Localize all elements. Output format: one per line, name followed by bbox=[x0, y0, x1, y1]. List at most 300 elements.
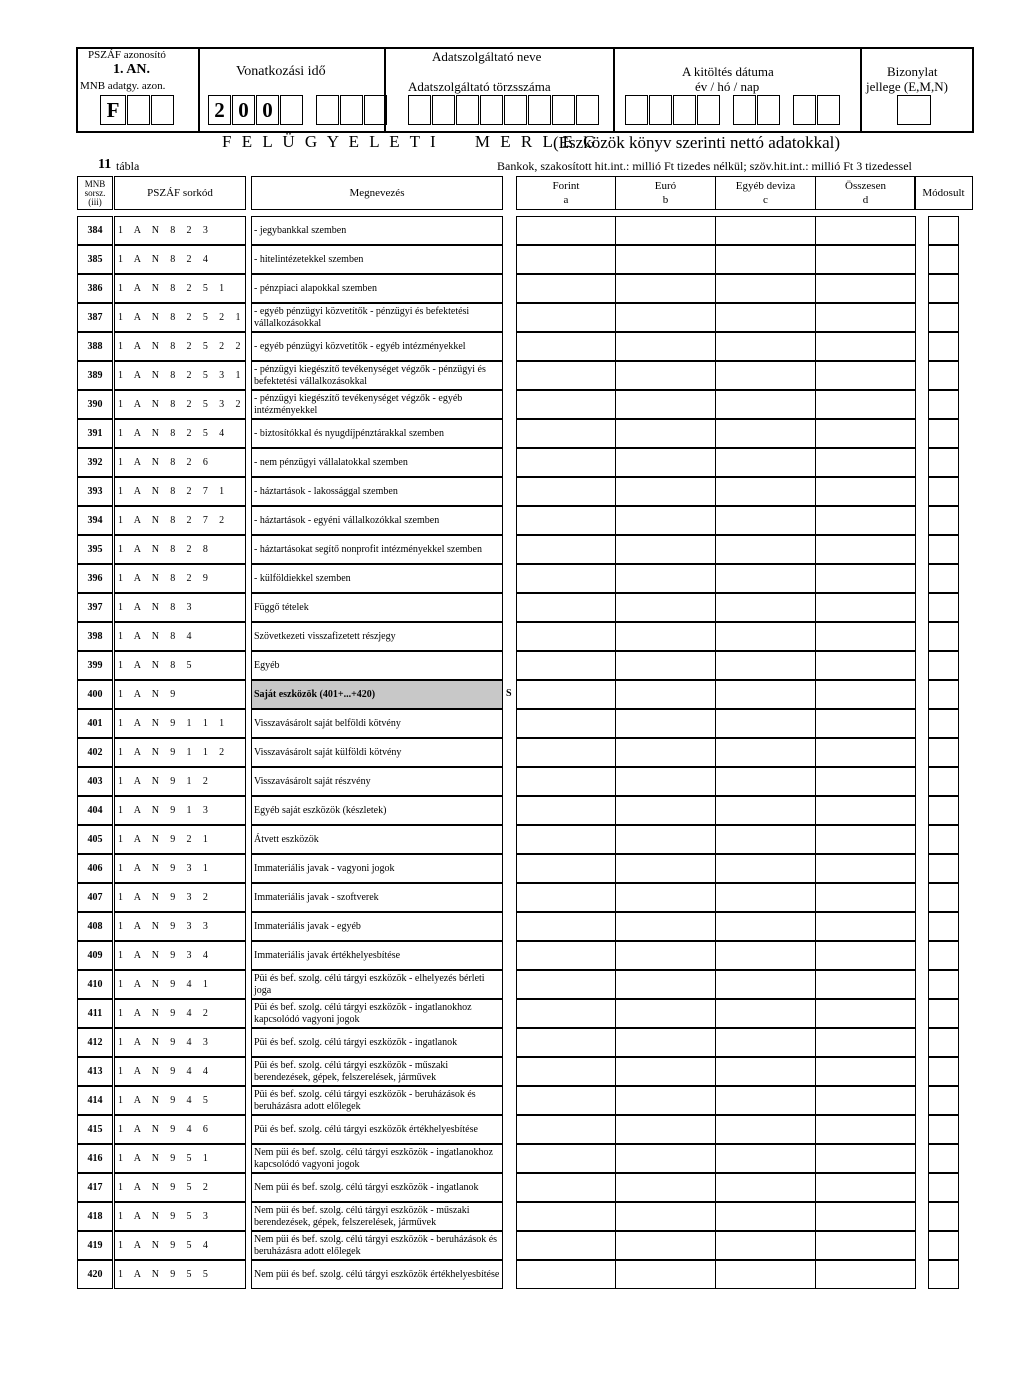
row-euro-input[interactable] bbox=[615, 1144, 716, 1173]
provider-id-cell[interactable] bbox=[528, 95, 551, 125]
row-mnb-number: 417 bbox=[77, 1173, 113, 1202]
row-forint-input[interactable] bbox=[516, 1144, 616, 1173]
form-subtitle: (Eszközök könyv szerinti nettó adatokkal) bbox=[553, 133, 841, 152]
row-description: Függő tételek bbox=[251, 593, 503, 622]
row-forint-input[interactable] bbox=[516, 883, 616, 912]
table-word: tábla bbox=[116, 159, 140, 173]
row-total-input[interactable] bbox=[815, 1115, 916, 1144]
row-other-input[interactable] bbox=[715, 970, 816, 999]
row-other-input[interactable] bbox=[715, 709, 816, 738]
row-euro-input[interactable] bbox=[615, 680, 716, 709]
row-mnb-number: 394 bbox=[77, 506, 113, 535]
row-forint-input[interactable] bbox=[516, 941, 616, 970]
row-forint-input[interactable] bbox=[516, 1057, 616, 1086]
row-modified-input[interactable] bbox=[928, 767, 959, 796]
row-total-input[interactable] bbox=[815, 883, 916, 912]
row-total-input[interactable] bbox=[815, 941, 916, 970]
row-euro-input[interactable] bbox=[615, 970, 716, 999]
row-total-input[interactable] bbox=[815, 912, 916, 941]
date-cells[interactable] bbox=[625, 95, 841, 125]
row-total-input[interactable] bbox=[815, 680, 916, 709]
date-sublabel: év / hó / nap bbox=[695, 79, 760, 94]
row-modified-input[interactable] bbox=[928, 1173, 959, 1202]
row-other-input[interactable] bbox=[715, 593, 816, 622]
row-forint-input[interactable] bbox=[516, 390, 616, 419]
row-euro-input[interactable] bbox=[615, 1202, 716, 1231]
row-modified-input[interactable] bbox=[928, 825, 959, 854]
row-modified-input[interactable] bbox=[928, 448, 959, 477]
row-euro-input[interactable] bbox=[615, 1115, 716, 1144]
date-cell[interactable] bbox=[649, 95, 672, 125]
row-other-input[interactable] bbox=[715, 825, 816, 854]
row-total-input[interactable] bbox=[815, 651, 916, 680]
row-total-input[interactable] bbox=[815, 1173, 916, 1202]
row-description: Egyéb saját eszközök (készletek) bbox=[251, 796, 503, 825]
row-euro-input[interactable] bbox=[615, 535, 716, 564]
row-other-input[interactable] bbox=[715, 883, 816, 912]
row-modified-input[interactable] bbox=[928, 506, 959, 535]
row-forint-input[interactable] bbox=[516, 680, 616, 709]
row-euro-input[interactable] bbox=[615, 941, 716, 970]
row-total-input[interactable] bbox=[815, 564, 916, 593]
row-total-input[interactable] bbox=[815, 477, 916, 506]
date-box bbox=[615, 47, 862, 133]
row-other-input[interactable] bbox=[715, 738, 816, 767]
row-euro-input[interactable] bbox=[615, 245, 716, 274]
row-description: - külföldiekkel szemben bbox=[251, 564, 503, 593]
row-forint-input[interactable] bbox=[516, 912, 616, 941]
row-other-input[interactable] bbox=[715, 1057, 816, 1086]
row-mnb-number: 405 bbox=[77, 825, 113, 854]
row-modified-input[interactable] bbox=[928, 709, 959, 738]
row-mnb-number: 386 bbox=[77, 274, 113, 303]
row-total-input[interactable] bbox=[815, 390, 916, 419]
row-modified-input[interactable] bbox=[928, 1057, 959, 1086]
row-forint-input[interactable] bbox=[516, 622, 616, 651]
row-other-input[interactable] bbox=[715, 1260, 816, 1289]
row-forint-input[interactable] bbox=[516, 709, 616, 738]
row-description: - pénzügyi kiegészítő tevékenységet végzők - egyéb intézményekkel bbox=[251, 390, 503, 419]
row-euro-input[interactable] bbox=[615, 912, 716, 941]
row-modified-input[interactable] bbox=[928, 1028, 959, 1057]
row-forint-input[interactable] bbox=[516, 274, 616, 303]
row-modified-input[interactable] bbox=[928, 1202, 959, 1231]
row-sum-flag: S bbox=[506, 688, 512, 699]
row-forint-input[interactable] bbox=[516, 1173, 616, 1202]
row-modified-input[interactable] bbox=[928, 854, 959, 883]
row-forint-input[interactable] bbox=[516, 332, 616, 361]
row-description: - háztartásokat segítő nonprofit intézményekkel szemben bbox=[251, 535, 503, 564]
row-forint-input[interactable] bbox=[516, 1231, 616, 1260]
row-description: - biztosítókkal és nyugdíjpénztárakkal szemben bbox=[251, 419, 503, 448]
period-cell[interactable]: 2 bbox=[208, 95, 231, 125]
row-modified-input[interactable] bbox=[928, 1115, 959, 1144]
row-forint-input[interactable] bbox=[516, 303, 616, 332]
table-row bbox=[0, 535, 1019, 564]
row-description: Püi és bef. szolg. célú tárgyi eszközök - beruházások és beruházásra adott előlegek bbox=[251, 1086, 503, 1115]
row-other-input[interactable] bbox=[715, 1028, 816, 1057]
row-forint-input[interactable] bbox=[516, 1115, 616, 1144]
table-row bbox=[0, 680, 1019, 709]
row-modified-input[interactable] bbox=[928, 419, 959, 448]
row-euro-input[interactable] bbox=[615, 1057, 716, 1086]
col-forint-header bbox=[516, 176, 616, 210]
row-pszaf-code: 1 A N 9 3 3 bbox=[114, 912, 246, 941]
row-pszaf-code: 1 A N 9 2 1 bbox=[114, 825, 246, 854]
row-total-input[interactable] bbox=[815, 1144, 916, 1173]
row-mnb-number: 395 bbox=[77, 535, 113, 564]
table-row bbox=[0, 564, 1019, 593]
date-label: A kitöltés dátuma bbox=[682, 64, 774, 79]
row-euro-input[interactable] bbox=[615, 332, 716, 361]
row-other-input[interactable] bbox=[715, 332, 816, 361]
table-row bbox=[0, 912, 1019, 941]
row-euro-input[interactable] bbox=[615, 709, 716, 738]
row-total-input[interactable] bbox=[815, 419, 916, 448]
provider-id-cell[interactable] bbox=[480, 95, 503, 125]
row-total-input[interactable] bbox=[815, 1028, 916, 1057]
row-modified-input[interactable] bbox=[928, 1086, 959, 1115]
table-row bbox=[0, 651, 1019, 680]
row-description: Átvett eszközök bbox=[251, 825, 503, 854]
row-forint-input[interactable] bbox=[516, 216, 616, 245]
period-cell[interactable] bbox=[316, 95, 339, 125]
provider-id-cell[interactable] bbox=[576, 95, 599, 125]
row-pszaf-code: 1 A N 8 2 5 2 1 bbox=[114, 303, 246, 332]
row-modified-input[interactable] bbox=[928, 535, 959, 564]
row-other-input[interactable] bbox=[715, 941, 816, 970]
row-total-input[interactable] bbox=[815, 622, 916, 651]
row-pszaf-code: 1 A N 9 1 1 1 bbox=[114, 709, 246, 738]
row-euro-input[interactable] bbox=[615, 593, 716, 622]
row-other-input[interactable] bbox=[715, 419, 816, 448]
row-modified-input[interactable] bbox=[928, 680, 959, 709]
col-modified-label: Módosult bbox=[922, 187, 965, 199]
row-forint-input[interactable] bbox=[516, 535, 616, 564]
row-total-input[interactable] bbox=[815, 738, 916, 767]
row-other-input[interactable] bbox=[715, 651, 816, 680]
row-total-input[interactable] bbox=[815, 854, 916, 883]
row-euro-input[interactable] bbox=[615, 738, 716, 767]
row-description: - háztartások - lakossággal szemben bbox=[251, 477, 503, 506]
provider-id-cells[interactable] bbox=[408, 95, 600, 125]
row-forint-input[interactable] bbox=[516, 477, 616, 506]
row-pszaf-code: 1 A N 8 2 5 2 2 bbox=[114, 332, 246, 361]
table-row bbox=[0, 767, 1019, 796]
row-total-input[interactable] bbox=[815, 245, 916, 274]
row-other-input[interactable] bbox=[715, 361, 816, 390]
row-forint-input[interactable] bbox=[516, 419, 616, 448]
row-mnb-number: 387 bbox=[77, 303, 113, 332]
period-cell[interactable] bbox=[280, 95, 303, 125]
row-total-input[interactable] bbox=[815, 1231, 916, 1260]
row-modified-input[interactable] bbox=[928, 477, 959, 506]
row-other-input[interactable] bbox=[715, 535, 816, 564]
row-forint-input[interactable] bbox=[516, 1260, 616, 1289]
row-total-input[interactable] bbox=[815, 1202, 916, 1231]
row-modified-input[interactable] bbox=[928, 738, 959, 767]
row-description: Püi és bef. szolg. célú tárgyi eszközök - elhelyezés bérleti joga bbox=[251, 970, 503, 999]
row-total-input[interactable] bbox=[815, 970, 916, 999]
row-forint-input[interactable] bbox=[516, 564, 616, 593]
row-total-input[interactable] bbox=[815, 506, 916, 535]
table-row bbox=[0, 245, 1019, 274]
col-euro-letter: b bbox=[662, 194, 669, 206]
row-euro-input[interactable] bbox=[615, 1086, 716, 1115]
row-pszaf-code: 1 A N 9 4 1 bbox=[114, 970, 246, 999]
row-modified-input[interactable] bbox=[928, 883, 959, 912]
row-other-input[interactable] bbox=[715, 274, 816, 303]
date-cell[interactable] bbox=[793, 95, 816, 125]
row-modified-input[interactable] bbox=[928, 564, 959, 593]
row-other-input[interactable] bbox=[715, 767, 816, 796]
row-modified-input[interactable] bbox=[928, 216, 959, 245]
table-row bbox=[0, 883, 1019, 912]
row-modified-input[interactable] bbox=[928, 912, 959, 941]
row-total-input[interactable] bbox=[815, 303, 916, 332]
mnb-id-cell bbox=[127, 95, 150, 125]
row-other-input[interactable] bbox=[715, 1173, 816, 1202]
row-modified-input[interactable] bbox=[928, 332, 959, 361]
row-modified-input[interactable] bbox=[928, 796, 959, 825]
row-total-input[interactable] bbox=[815, 796, 916, 825]
row-pszaf-code: 1 A N 9 4 6 bbox=[114, 1115, 246, 1144]
row-forint-input[interactable] bbox=[516, 970, 616, 999]
row-modified-input[interactable] bbox=[928, 622, 959, 651]
row-modified-input[interactable] bbox=[928, 303, 959, 332]
row-description: Visszavásárolt saját részvény bbox=[251, 767, 503, 796]
row-forint-input[interactable] bbox=[516, 999, 616, 1028]
doc-type-cell[interactable] bbox=[897, 95, 932, 125]
provider-id-cell[interactable] bbox=[552, 95, 575, 125]
row-mnb-number: 409 bbox=[77, 941, 113, 970]
table-row bbox=[0, 593, 1019, 622]
row-euro-input[interactable] bbox=[615, 883, 716, 912]
row-description: Immateriális javak - szoftverek bbox=[251, 883, 503, 912]
row-description: Immateriális javak - vagyoni jogok bbox=[251, 854, 503, 883]
table-row bbox=[0, 854, 1019, 883]
row-mnb-number: 410 bbox=[77, 970, 113, 999]
date-cell[interactable] bbox=[697, 95, 720, 125]
row-modified-input[interactable] bbox=[928, 1231, 959, 1260]
period-cell[interactable] bbox=[340, 95, 363, 125]
date-cell[interactable] bbox=[733, 95, 756, 125]
row-other-input[interactable] bbox=[715, 506, 816, 535]
col-euro-label: Euró bbox=[654, 180, 677, 192]
period-label: Vonatkozási idő bbox=[236, 64, 326, 79]
row-other-input[interactable] bbox=[715, 477, 816, 506]
provider-id-cell[interactable] bbox=[456, 95, 479, 125]
row-other-input[interactable] bbox=[715, 1086, 816, 1115]
row-other-input[interactable] bbox=[715, 999, 816, 1028]
row-description: Nem püi és bef. szolg. célú tárgyi eszközök - ingatlanokhoz kapcsolódó vagyoni jogok bbox=[251, 1144, 503, 1173]
row-forint-input[interactable] bbox=[516, 245, 616, 274]
row-modified-input[interactable] bbox=[928, 970, 959, 999]
row-mnb-number: 416 bbox=[77, 1144, 113, 1173]
row-euro-input[interactable] bbox=[615, 651, 716, 680]
row-modified-input[interactable] bbox=[928, 999, 959, 1028]
row-other-input[interactable] bbox=[715, 1115, 816, 1144]
row-other-input[interactable] bbox=[715, 564, 816, 593]
period-cells[interactable] bbox=[208, 95, 388, 125]
row-pszaf-code: 1 A N 9 4 2 bbox=[114, 999, 246, 1028]
row-euro-input[interactable] bbox=[615, 1028, 716, 1057]
period-cell[interactable] bbox=[364, 95, 387, 125]
row-modified-input[interactable] bbox=[928, 390, 959, 419]
row-total-input[interactable] bbox=[815, 1057, 916, 1086]
row-pszaf-code: 1 A N 8 2 6 bbox=[114, 448, 246, 477]
table-row bbox=[0, 709, 1019, 738]
col-euro-header bbox=[615, 176, 716, 210]
row-other-input[interactable] bbox=[715, 303, 816, 332]
row-other-input[interactable] bbox=[715, 854, 816, 883]
row-other-input[interactable] bbox=[715, 796, 816, 825]
row-description: - pénzpiaci alapokkal szemben bbox=[251, 274, 503, 303]
table-row bbox=[0, 390, 1019, 419]
row-pszaf-code: 1 A N 8 3 bbox=[114, 593, 246, 622]
row-total-input[interactable] bbox=[815, 216, 916, 245]
row-total-input[interactable] bbox=[815, 767, 916, 796]
row-total-input[interactable] bbox=[815, 1086, 916, 1115]
row-mnb-number: 418 bbox=[77, 1202, 113, 1231]
col-forint-label: Forint bbox=[552, 180, 580, 192]
row-euro-input[interactable] bbox=[615, 825, 716, 854]
row-description: Szövetkezeti visszafizetett részjegy bbox=[251, 622, 503, 651]
row-other-input[interactable] bbox=[715, 622, 816, 651]
row-other-input[interactable] bbox=[715, 390, 816, 419]
row-modified-input[interactable] bbox=[928, 361, 959, 390]
row-euro-input[interactable] bbox=[615, 419, 716, 448]
doc-type-input[interactable] bbox=[897, 95, 931, 125]
form-title: F E L Ü G Y E L E T I M E R L E G bbox=[222, 132, 599, 151]
doc-type-sublabel: jellege (E,M,N) bbox=[866, 79, 948, 94]
row-euro-input[interactable] bbox=[615, 216, 716, 245]
date-cell[interactable] bbox=[817, 95, 840, 125]
row-total-input[interactable] bbox=[815, 332, 916, 361]
row-other-input[interactable] bbox=[715, 216, 816, 245]
provider-id-cell[interactable] bbox=[432, 95, 455, 125]
row-euro-input[interactable] bbox=[615, 622, 716, 651]
row-pszaf-code: 1 A N 9 3 1 bbox=[114, 854, 246, 883]
row-forint-input[interactable] bbox=[516, 506, 616, 535]
row-pszaf-code: 1 A N 9 1 1 2 bbox=[114, 738, 246, 767]
row-modified-input[interactable] bbox=[928, 1144, 959, 1173]
period-cell[interactable]: 0 bbox=[232, 95, 255, 125]
row-other-input[interactable] bbox=[715, 1202, 816, 1231]
row-euro-input[interactable] bbox=[615, 564, 716, 593]
row-total-input[interactable] bbox=[815, 448, 916, 477]
row-description: Saját eszközök (401+...+420) bbox=[251, 680, 503, 709]
row-pszaf-code: 1 A N 9 4 3 bbox=[114, 1028, 246, 1057]
row-euro-input[interactable] bbox=[615, 506, 716, 535]
row-pszaf-code: 1 A N 9 3 2 bbox=[114, 883, 246, 912]
row-other-input[interactable] bbox=[715, 912, 816, 941]
row-forint-input[interactable] bbox=[516, 1086, 616, 1115]
row-forint-input[interactable] bbox=[516, 651, 616, 680]
row-forint-input[interactable] bbox=[516, 767, 616, 796]
row-modified-input[interactable] bbox=[928, 941, 959, 970]
row-other-input[interactable] bbox=[715, 245, 816, 274]
row-modified-input[interactable] bbox=[928, 1260, 959, 1289]
row-forint-input[interactable] bbox=[516, 825, 616, 854]
row-euro-input[interactable] bbox=[615, 303, 716, 332]
row-pszaf-code: 1 A N 8 2 4 bbox=[114, 245, 246, 274]
row-description: Püi és bef. szolg. célú tárgyi eszközök - ingatlanokhoz kapcsolódó vagyoni jogok bbox=[251, 999, 503, 1028]
row-euro-input[interactable] bbox=[615, 767, 716, 796]
row-pszaf-code: 1 A N 8 2 5 3 1 bbox=[114, 361, 246, 390]
row-total-input[interactable] bbox=[815, 274, 916, 303]
col-name-label: Megnevezés bbox=[349, 187, 405, 199]
row-forint-input[interactable] bbox=[516, 1028, 616, 1057]
table-number: 11 bbox=[98, 157, 112, 172]
row-pszaf-code: 1 A N 9 1 2 bbox=[114, 767, 246, 796]
row-euro-input[interactable] bbox=[615, 1260, 716, 1289]
date-cell[interactable] bbox=[757, 95, 780, 125]
row-euro-input[interactable] bbox=[615, 390, 716, 419]
row-euro-input[interactable] bbox=[615, 1231, 716, 1260]
row-other-input[interactable] bbox=[715, 1144, 816, 1173]
row-euro-input[interactable] bbox=[615, 796, 716, 825]
row-description: Visszavásárolt saját külföldi kötvény bbox=[251, 738, 503, 767]
row-total-input[interactable] bbox=[815, 999, 916, 1028]
table-row bbox=[0, 506, 1019, 535]
row-pszaf-code: 1 A N 8 2 7 1 bbox=[114, 477, 246, 506]
date-cell[interactable] bbox=[625, 95, 648, 125]
row-forint-input[interactable] bbox=[516, 361, 616, 390]
row-forint-input[interactable] bbox=[516, 854, 616, 883]
row-euro-input[interactable] bbox=[615, 448, 716, 477]
row-mnb-number: 420 bbox=[77, 1260, 113, 1289]
date-cell[interactable] bbox=[673, 95, 696, 125]
row-total-input[interactable] bbox=[815, 593, 916, 622]
form-code: 1. AN. bbox=[113, 62, 150, 77]
row-modified-input[interactable] bbox=[928, 593, 959, 622]
row-euro-input[interactable] bbox=[615, 274, 716, 303]
row-mnb-number: 385 bbox=[77, 245, 113, 274]
period-cell[interactable]: 0 bbox=[256, 95, 279, 125]
row-total-input[interactable] bbox=[815, 361, 916, 390]
row-total-input[interactable] bbox=[815, 825, 916, 854]
row-euro-input[interactable] bbox=[615, 1173, 716, 1202]
row-euro-input[interactable] bbox=[615, 361, 716, 390]
row-mnb-number: 404 bbox=[77, 796, 113, 825]
row-description: Püi és bef. szolg. célú tárgyi eszközök értékhelyesbítése bbox=[251, 1115, 503, 1144]
row-description: Egyéb bbox=[251, 651, 503, 680]
row-forint-input[interactable] bbox=[516, 1202, 616, 1231]
row-other-input[interactable] bbox=[715, 1231, 816, 1260]
row-total-input[interactable] bbox=[815, 535, 916, 564]
row-other-input[interactable] bbox=[715, 448, 816, 477]
row-modified-input[interactable] bbox=[928, 274, 959, 303]
row-total-input[interactable] bbox=[815, 1260, 916, 1289]
row-forint-input[interactable] bbox=[516, 738, 616, 767]
row-forint-input[interactable] bbox=[516, 448, 616, 477]
provider-id-cell[interactable] bbox=[504, 95, 527, 125]
row-other-input[interactable] bbox=[715, 680, 816, 709]
row-euro-input[interactable] bbox=[615, 999, 716, 1028]
provider-id-cell[interactable] bbox=[408, 95, 431, 125]
row-modified-input[interactable] bbox=[928, 245, 959, 274]
row-euro-input[interactable] bbox=[615, 477, 716, 506]
row-total-input[interactable] bbox=[815, 709, 916, 738]
row-modified-input[interactable] bbox=[928, 651, 959, 680]
row-description: Immateriális javak - egyéb bbox=[251, 912, 503, 941]
row-forint-input[interactable] bbox=[516, 593, 616, 622]
row-forint-input[interactable] bbox=[516, 796, 616, 825]
row-mnb-number: 399 bbox=[77, 651, 113, 680]
row-euro-input[interactable] bbox=[615, 854, 716, 883]
row-description: - jegybankkal szemben bbox=[251, 216, 503, 245]
